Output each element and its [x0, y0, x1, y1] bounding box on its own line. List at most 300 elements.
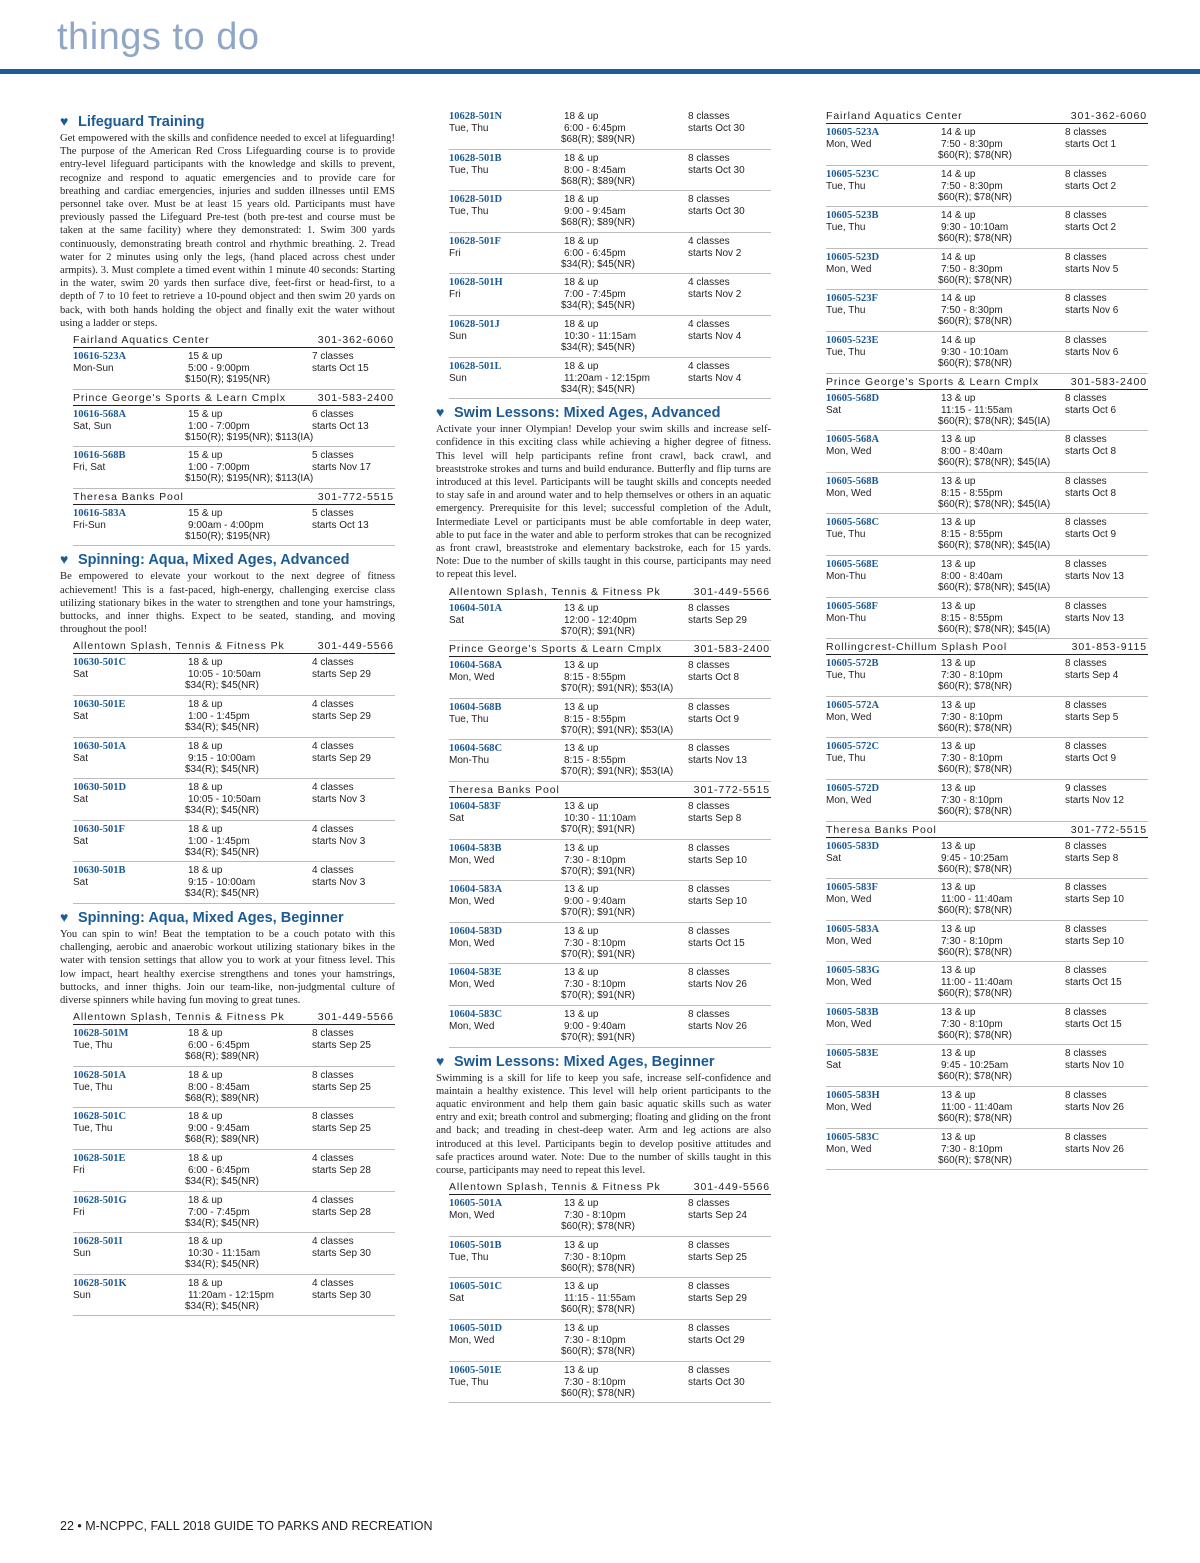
course-time: 8:15 - 8:55pm	[941, 612, 1003, 624]
course-start-date: starts Oct 15	[312, 363, 369, 375]
course-age: 18 & up	[188, 1236, 223, 1248]
course-time: 9:45 - 10:25am	[941, 852, 1009, 864]
course-days: Sat	[826, 1060, 842, 1072]
course-id: 10628-501L	[449, 360, 502, 372]
course-id: 10605-568D	[826, 392, 880, 404]
course-entry	[73, 406, 395, 448]
section-description: Be empowered to elevate your workout to the next degree of fitness achievement! This is a fast-paced, high-energy, challenging exercise class utilizing stationary bikes in the water to strengthen and tone your hamstrings, buttocks, and inner thighs. Expect to be seated, standing, and moving throughout the pool!	[60, 571, 395, 636]
course-start-date: starts Sep 4	[1065, 670, 1119, 682]
course-entry	[826, 332, 1148, 374]
course-id: 10605-583F	[826, 882, 878, 894]
column-3	[813, 108, 1148, 1170]
course-age: 13 & up	[941, 517, 976, 529]
location-phone: 301-449-5566	[317, 640, 394, 653]
course-entry	[449, 1006, 771, 1048]
course-class-count: 8 classes	[688, 1281, 730, 1293]
course-class-count: 8 classes	[1065, 558, 1107, 570]
course-class-count: 8 classes	[688, 1239, 730, 1251]
course-days: Sat	[826, 404, 842, 416]
course-days: Sat	[73, 794, 89, 806]
course-id: 10604-583E	[449, 967, 502, 979]
course-fee: $34(R); $45(NR)	[185, 888, 259, 900]
course-time: 11:00 - 11:40am	[941, 894, 1013, 906]
course-time: 7:00 - 7:45pm	[564, 289, 626, 301]
course-id: 10604-501A	[449, 602, 503, 614]
course-age: 13 & up	[941, 699, 976, 711]
course-id: 10616-523A	[73, 351, 127, 363]
course-start-date: starts Oct 2	[1065, 222, 1117, 234]
course-entry	[826, 556, 1148, 598]
course-fee: $60(R); $78(NR)	[938, 805, 1012, 817]
course-start-date: starts Oct 30	[688, 1376, 745, 1388]
section-description: Swimming is a skill for life to keep you safe, increase self-confidence and maintain a healthy existence. This level will help orient participants to the aquatic environment and help them gain basic aquatic skills such as water entry and exit; breath control and submerging; floating and gliding on the front and back; and treading in chest-deep water. Arm and leg actions are also introduced at this level. Participants begin to develop positive attitudes and safe practices around water. Note: Due to the number of skills taught in this course, participants may need to repeat this level.	[436, 1072, 771, 1176]
course-fee: $60(R); $78(NR)	[938, 191, 1012, 203]
course-start-date: starts Sep 10	[1065, 894, 1124, 906]
course-start-date: starts Sep 25	[312, 1081, 371, 1093]
course-time: 9:00 - 9:40am	[564, 896, 626, 908]
course-fee: $68(R); $89(NR)	[185, 1092, 259, 1104]
course-fee: $60(R); $78(NR)	[938, 150, 1012, 161]
course-fee: $70(R); $91(NR)	[561, 990, 635, 1002]
course-entry	[826, 1087, 1148, 1129]
course-fee: $150(R); $195(NR); $113(IA)	[185, 431, 314, 443]
course-fee: $70(R); $91(NR)	[561, 907, 635, 919]
course-age: 18 & up	[188, 782, 223, 794]
location-phone: 301-583-2400	[317, 391, 394, 404]
course-entry	[826, 124, 1148, 166]
location-name: Allentown Splash, Tennis & Fitness Pk	[449, 1181, 661, 1194]
course-age: 18 & up	[564, 111, 599, 122]
course-id: 10605-523F	[826, 293, 878, 305]
course-days: Mon, Wed	[826, 1018, 872, 1030]
course-days: Sun	[449, 330, 467, 342]
course-days: Mon, Wed	[826, 794, 872, 806]
course-start-date: starts Nov 13	[1065, 612, 1124, 624]
course-fee: $34(R); $45(NR)	[561, 383, 635, 395]
course-entry	[826, 166, 1148, 208]
course-days: Mon-Sun	[73, 363, 114, 375]
course-age: 13 & up	[941, 1006, 976, 1018]
course-entry	[73, 1233, 395, 1275]
location-header	[449, 783, 771, 798]
course-days: Tue, Thu	[826, 222, 866, 234]
course-fee: $60(R); $78(NR); $45(IA)	[938, 540, 1051, 552]
section-title	[436, 1052, 771, 1071]
course-entry	[826, 290, 1148, 332]
course-id: 10605-501C	[449, 1281, 503, 1293]
course-age: 13 & up	[941, 1131, 976, 1143]
course-entry	[826, 390, 1148, 432]
location-header	[826, 109, 1148, 124]
course-age: 13 & up	[564, 602, 599, 614]
course-days: Tue, Thu	[826, 670, 866, 682]
course-time: 8:00 - 8:45am	[188, 1081, 250, 1093]
course-age: 15 & up	[188, 450, 223, 462]
course-id: 10630-501D	[73, 782, 127, 794]
location-phone: 301-853-9115	[1071, 641, 1147, 654]
course-time: 9:00am - 4:00pm	[188, 519, 264, 531]
course-fee: $68(R); $89(NR)	[185, 1051, 259, 1063]
course-fee: $60(R); $78(NR)	[938, 1113, 1012, 1125]
course-time: 6:00 - 6:45pm	[188, 1040, 250, 1052]
course-age: 18 & up	[188, 1111, 223, 1123]
course-entry	[449, 150, 771, 192]
course-days: Tue, Thu	[449, 206, 489, 218]
course-entry	[73, 505, 395, 547]
course-class-count: 8 classes	[1065, 517, 1107, 529]
course-entry	[449, 699, 771, 741]
course-days: Tue, Thu	[826, 305, 866, 317]
course-start-date: starts Sep 25	[312, 1040, 371, 1052]
heart-icon: ♥	[60, 909, 69, 925]
course-class-count: 8 classes	[312, 1069, 354, 1081]
course-age: 13 & up	[564, 1198, 599, 1210]
course-id: 10605-583D	[826, 840, 880, 852]
course-class-count: 8 classes	[1065, 923, 1107, 935]
course-start-date: starts Sep 29	[312, 711, 371, 723]
course-start-date: starts Oct 29	[688, 1334, 745, 1346]
course-id: 10605-583H	[826, 1090, 880, 1102]
course-entry	[73, 862, 395, 904]
course-fee: $68(R); $89(NR)	[185, 1134, 259, 1146]
course-time: 7:30 - 8:10pm	[941, 794, 1003, 806]
course-time: 8:15 - 8:55pm	[941, 529, 1003, 541]
course-start-date: starts Sep 29	[312, 669, 371, 681]
course-age: 13 & up	[941, 1048, 976, 1060]
course-class-count: 4 classes	[312, 823, 354, 835]
course-time: 11:00 - 11:40am	[941, 1102, 1013, 1114]
course-class-count: 7 classes	[312, 351, 354, 363]
course-start-date: starts Oct 1	[1065, 139, 1117, 150]
course-id: 10605-501E	[449, 1364, 502, 1376]
course-class-count: 8 classes	[1065, 475, 1107, 487]
location-name: Theresa Banks Pool	[826, 823, 937, 836]
course-time: 9:45 - 10:25am	[941, 1060, 1009, 1072]
course-fee: $60(R); $78(NR); $45(IA)	[938, 498, 1051, 510]
location-phone: 301-772-5515	[693, 783, 770, 796]
course-age: 13 & up	[941, 658, 976, 670]
course-entry	[826, 1004, 1148, 1046]
course-id: 10628-501N	[449, 111, 503, 122]
course-days: Mon, Wed	[826, 894, 872, 906]
course-class-count: 8 classes	[688, 701, 730, 713]
location-header	[73, 490, 395, 505]
course-time: 1:00 - 1:45pm	[188, 835, 250, 847]
course-age: 18 & up	[188, 1277, 223, 1289]
course-fee: $60(R); $78(NR)	[938, 274, 1012, 286]
course-start-date: starts Oct 15	[1065, 1018, 1122, 1030]
course-age: 14 & up	[941, 168, 976, 180]
course-time: 9:00 - 9:45am	[564, 206, 626, 218]
course-class-count: 8 classes	[688, 602, 730, 614]
course-days: Mon, Wed	[826, 487, 872, 499]
course-fee: $60(R); $78(NR)	[938, 1029, 1012, 1041]
course-start-date: starts Sep 24	[688, 1210, 747, 1222]
course-id: 10605-501D	[449, 1322, 503, 1334]
course-age: 13 & up	[564, 1008, 599, 1020]
course-entry	[449, 1362, 771, 1404]
section-description: You can spin to win! Beat the temptation to be a couch potato with this challenging, aerobic and anaerobic workout utilizing stationary bikes in the water with tension settings that allow you to work at your fitness level. This low impact, heart healthy exercise strengthens and tones your hamstrings, buttocks, and inner thighs. Join our team-like, non-judgmental culture of diverse spinners while having fun moving to great tunes.	[60, 929, 395, 1007]
course-entry	[449, 840, 771, 882]
course-class-count: 8 classes	[1065, 1131, 1107, 1143]
course-days: Mon, Wed	[826, 446, 872, 458]
course-days: Tue, Thu	[826, 529, 866, 541]
course-fee: $60(R); $78(NR)	[938, 316, 1012, 328]
course-time: 9:30 - 10:10am	[941, 222, 1009, 234]
location-name: Allentown Splash, Tennis & Fitness Pk	[449, 585, 661, 598]
section-title	[60, 908, 395, 927]
course-entry	[449, 740, 771, 782]
course-start-date: starts Nov 12	[1065, 794, 1124, 806]
course-days: Tue, Thu	[449, 1251, 489, 1263]
course-class-count: 8 classes	[688, 967, 730, 979]
course-class-count: 8 classes	[688, 152, 730, 164]
course-entry	[449, 923, 771, 965]
course-entry	[449, 1195, 771, 1237]
course-age: 18 & up	[188, 865, 223, 877]
course-class-count: 4 classes	[688, 360, 730, 372]
course-age: 18 & up	[188, 1069, 223, 1081]
course-id: 10628-501H	[449, 277, 503, 289]
course-days: Sat	[73, 877, 89, 889]
course-id: 10628-501F	[449, 235, 501, 247]
course-time: 9:00 - 9:45am	[188, 1123, 250, 1135]
course-fee: $70(R); $91(NR)	[561, 948, 635, 960]
course-id: 10605-572D	[826, 782, 880, 794]
course-class-count: 8 classes	[312, 1111, 354, 1123]
location-header	[73, 1010, 395, 1025]
course-class-count: 8 classes	[1065, 293, 1107, 305]
course-entry	[826, 1129, 1148, 1171]
course-fee: $150(R); $195(NR)	[185, 530, 271, 542]
course-class-count: 4 classes	[312, 657, 354, 669]
course-time: 9:15 - 10:00am	[188, 877, 256, 889]
course-start-date: starts Nov 17	[312, 462, 371, 474]
course-start-date: starts Oct 30	[688, 123, 745, 134]
course-start-date: starts Nov 6	[1065, 305, 1119, 317]
course-start-date: starts Nov 2	[688, 247, 742, 259]
course-fee: $150(R); $195(NR); $113(IA)	[185, 473, 314, 485]
course-class-count: 8 classes	[1065, 741, 1107, 753]
course-age: 15 & up	[188, 507, 223, 519]
course-age: 13 & up	[941, 782, 976, 794]
course-days: Sat	[73, 711, 89, 723]
course-days: Mon, Wed	[449, 1210, 495, 1222]
course-age: 13 & up	[941, 965, 976, 977]
course-entry	[73, 696, 395, 738]
page-title: things to do	[57, 16, 260, 58]
course-id: 10628-501A	[73, 1069, 127, 1081]
course-class-count: 4 classes	[688, 235, 730, 247]
course-id: 10605-523E	[826, 334, 879, 346]
course-days: Sat	[449, 812, 465, 824]
location-header	[73, 639, 395, 654]
course-entry	[826, 921, 1148, 963]
course-days: Mon, Wed	[449, 937, 495, 949]
course-fee: $60(R); $78(NR)	[938, 233, 1012, 245]
course-days: Mon, Wed	[449, 979, 495, 991]
heart-icon: ♥	[436, 1052, 445, 1069]
section-title	[436, 403, 771, 422]
course-age: 18 & up	[564, 318, 599, 330]
course-class-count: 4 classes	[312, 1153, 354, 1164]
course-age: 13 & up	[941, 923, 976, 935]
course-time: 11:15 - 11:55am	[941, 404, 1013, 416]
course-id: 10628-501M	[73, 1028, 129, 1040]
course-entry	[73, 738, 395, 780]
course-entry	[73, 1067, 395, 1109]
course-entry	[826, 879, 1148, 921]
course-start-date: starts Oct 30	[688, 206, 745, 218]
course-class-count: 8 classes	[688, 842, 730, 854]
course-fee: $60(R); $78(NR)	[938, 863, 1012, 875]
course-start-date: starts Sep 8	[688, 812, 742, 824]
course-fee: $60(R); $78(NR)	[938, 1154, 1012, 1166]
course-fee: $34(R); $45(NR)	[185, 1217, 259, 1229]
course-start-date: starts Oct 8	[1065, 487, 1117, 499]
course-fee: $60(R); $78(NR)	[561, 1221, 635, 1233]
course-days: Fri	[73, 1165, 85, 1176]
course-time: 1:00 - 1:45pm	[188, 711, 250, 723]
course-start-date: starts Oct 13	[312, 420, 369, 432]
location-phone: 301-772-5515	[1070, 823, 1147, 836]
course-fee: $68(R); $89(NR)	[561, 175, 635, 187]
course-time: 11:00 - 11:40am	[941, 977, 1013, 989]
course-start-date: starts Sep 30	[312, 1248, 371, 1260]
course-class-count: 5 classes	[312, 507, 354, 519]
location-name: Allentown Splash, Tennis & Fitness Pk	[73, 640, 285, 653]
course-fee: $70(R); $91(NR); $53(IA)	[561, 766, 674, 778]
course-class-count: 8 classes	[1065, 334, 1107, 346]
course-entry	[826, 598, 1148, 640]
course-days: Sat	[449, 614, 465, 626]
course-fee: $70(R); $91(NR)	[561, 1031, 635, 1043]
course-class-count: 8 classes	[1065, 210, 1107, 222]
course-id: 10605-523A	[826, 127, 880, 138]
course-time: 8:00 - 8:45am	[564, 164, 626, 176]
course-start-date: starts Sep 28	[312, 1206, 371, 1218]
course-entry	[826, 780, 1148, 822]
course-days: Fri, Sat	[73, 462, 106, 474]
course-time: 7:30 - 8:10pm	[941, 670, 1003, 682]
course-days: Mon-Thu	[826, 612, 867, 624]
course-entry	[449, 657, 771, 699]
course-age: 18 & up	[564, 194, 599, 206]
course-id: 10605-572B	[826, 658, 879, 670]
course-entry	[73, 821, 395, 863]
course-time: 7:30 - 8:10pm	[941, 1143, 1003, 1155]
location-header	[449, 585, 771, 600]
course-days: Mon, Wed	[449, 854, 495, 866]
course-start-date: starts Nov 26	[688, 979, 747, 991]
course-entry	[826, 207, 1148, 249]
course-fee: $60(R); $78(NR); $45(IA)	[938, 457, 1051, 469]
course-entry	[826, 738, 1148, 780]
course-time: 7:30 - 8:10pm	[564, 1376, 626, 1388]
course-id: 10628-501C	[73, 1111, 127, 1123]
course-days: Tue, Thu	[826, 346, 866, 358]
course-fee: $70(R); $91(NR)	[561, 823, 635, 835]
course-class-count: 4 classes	[312, 1236, 354, 1248]
course-age: 13 & up	[941, 392, 976, 404]
course-start-date: starts Sep 8	[1065, 852, 1119, 864]
course-days: Mon, Wed	[449, 1020, 495, 1032]
course-class-count: 8 classes	[1065, 600, 1107, 612]
location-header	[449, 1180, 771, 1195]
course-entry	[73, 1108, 395, 1150]
location-phone: 301-362-6060	[317, 334, 394, 347]
course-id: 10605-583E	[826, 1048, 879, 1060]
course-id: 10604-583A	[449, 884, 503, 896]
heart-icon: ♥	[436, 404, 445, 421]
course-time: 7:30 - 8:10pm	[564, 1251, 626, 1263]
course-time: 8:00 - 8:40am	[941, 570, 1003, 582]
course-fee: $60(R); $78(NR)	[938, 357, 1012, 369]
column-2	[436, 108, 771, 1403]
course-time: 8:15 - 8:55pm	[564, 672, 626, 684]
section-title-text: Swim Lessons: Mixed Ages, Advanced	[454, 405, 721, 422]
course-time: 6:00 - 6:45pm	[188, 1165, 250, 1176]
course-id: 10605-583A	[826, 923, 880, 935]
location-phone: 301-362-6060	[1070, 110, 1147, 122]
course-start-date: starts Nov 13	[1065, 570, 1124, 582]
course-id: 10604-583D	[449, 925, 503, 937]
course-class-count: 8 classes	[688, 1322, 730, 1334]
course-entry	[449, 274, 771, 316]
course-entry	[826, 655, 1148, 697]
course-id: 10604-583C	[449, 1008, 503, 1020]
course-class-count: 8 classes	[1065, 434, 1107, 446]
course-class-count: 8 classes	[1065, 1006, 1107, 1018]
course-id: 10605-568B	[826, 475, 879, 487]
course-start-date: starts Nov 2	[688, 289, 742, 301]
course-entry	[73, 1150, 395, 1192]
course-id: 10604-583F	[449, 800, 501, 812]
course-id: 10605-523C	[826, 168, 880, 180]
course-start-date: starts Nov 3	[312, 835, 366, 847]
course-start-date: starts Oct 2	[1065, 180, 1117, 192]
course-time: 7:00 - 7:45pm	[188, 1206, 250, 1218]
course-entry	[449, 964, 771, 1006]
course-id: 10605-523B	[826, 210, 879, 222]
course-class-count: 9 classes	[1065, 782, 1107, 794]
course-days: Mon-Thu	[826, 570, 867, 582]
location-phone: 301-583-2400	[693, 643, 770, 656]
course-time: 8:15 - 8:55pm	[564, 755, 626, 767]
course-days: Mon, Wed	[449, 672, 495, 684]
course-id: 10605-568A	[826, 434, 880, 446]
location-name: Allentown Splash, Tennis & Fitness Pk	[73, 1011, 285, 1024]
course-time: 8:00 - 8:40am	[941, 446, 1003, 458]
course-fee: $34(R); $45(NR)	[185, 846, 259, 858]
course-start-date: starts Oct 8	[1065, 446, 1117, 458]
course-time: 8:15 - 8:55pm	[941, 487, 1003, 499]
course-days: Sat	[73, 835, 89, 847]
course-class-count: 8 classes	[688, 111, 730, 122]
course-days: Mon, Wed	[826, 977, 872, 989]
course-entry	[826, 697, 1148, 739]
course-age: 13 & up	[564, 842, 599, 854]
course-entry	[449, 1237, 771, 1279]
course-id: 10616-568A	[73, 408, 127, 420]
course-entry	[449, 358, 771, 400]
course-id: 10628-501J	[449, 318, 500, 330]
course-class-count: 4 classes	[688, 277, 730, 289]
course-start-date: starts Sep 29	[688, 1293, 747, 1305]
heart-icon: ♥	[60, 551, 69, 568]
course-start-date: starts Oct 15	[1065, 977, 1122, 989]
course-id: 10605-568E	[826, 558, 879, 570]
